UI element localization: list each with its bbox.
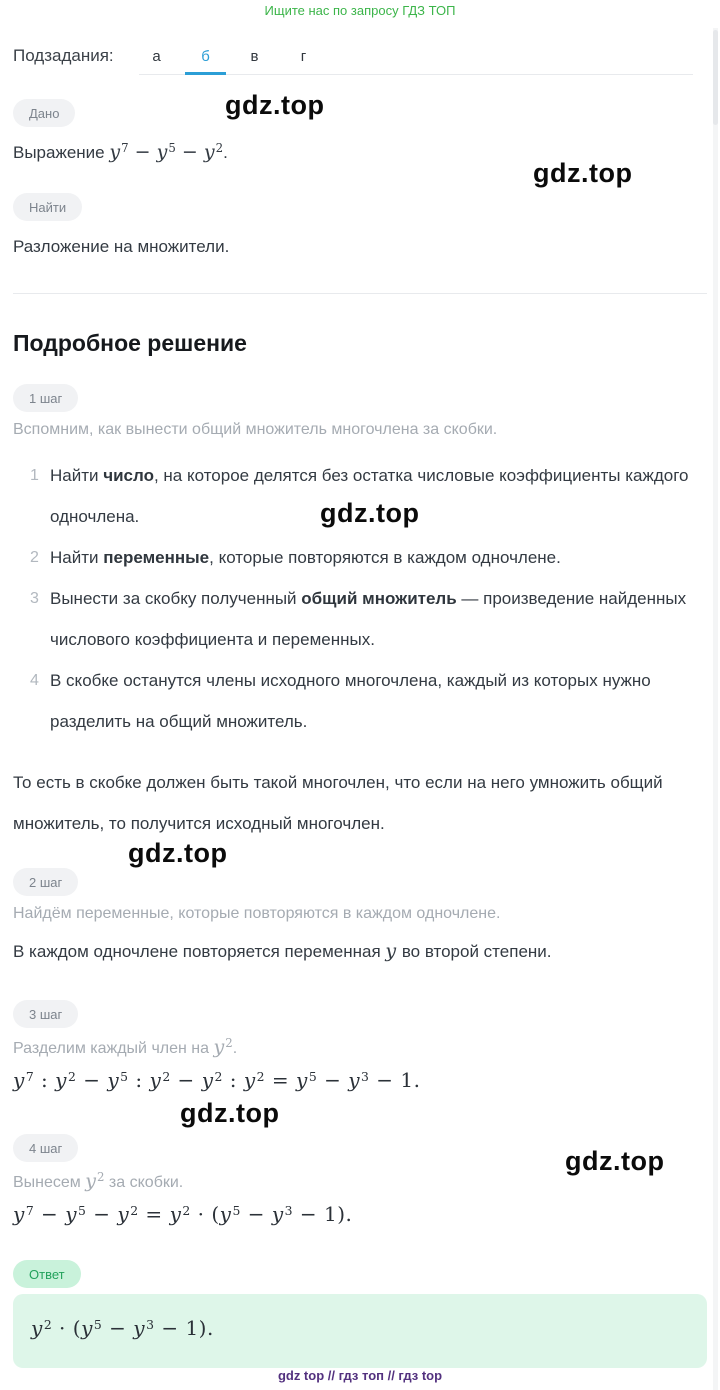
scrollbar-thumb[interactable] [713,30,718,125]
step3-formula: $y^7$ : $y^2 - y^5$ : $y^2 - y^2$ : $y^2 = y^5 - y^3 - 1$. [13,1068,421,1092]
tab-a[interactable]: а [136,41,177,75]
watermark-text: gdz.top [533,158,633,188]
find-text: Разложение на множители. [13,237,230,256]
section-divider [13,293,707,294]
step2-badge: 2 шаг [13,868,78,896]
step1-note: Вспомним, как вынести общий множитель многочлена за скобки. [13,421,498,438]
step4-badge: 4 шаг [13,1134,78,1162]
answer-badge: Ответ [13,1260,81,1288]
tab-g[interactable]: г [283,41,324,75]
step2-result: В каждом одночлене повторяется переменная y во второй степени. [13,940,552,962]
step3-note: Разделим каждый член на $y^2$. [13,1036,238,1058]
watermark-text: gdz.top [128,838,228,868]
step4-note: Вынесем $y^2$ за скобки. [13,1170,184,1192]
rule-item-1: Найти число, на которое делятся без остатка числовые коэффициенты каждого одночлена. [50,466,689,526]
answer-formula: $y^2 \cdot (y^5 - y^3 - 1)$. [31,1316,214,1340]
rule-item-2: Найти переменные, которые повторяются в каждом одночлене. [50,548,561,567]
watermark-text: gdz.top [565,1146,665,1176]
footer-watermark: gdz top // гдз топ // гдз top [277,1368,443,1383]
given-expression: Выражение $y^7 - y^5 - y^2$. [13,141,228,163]
given-badge: Дано [13,99,75,127]
tab-b[interactable]: б [185,41,226,75]
step1-badge: 1 шаг [13,384,78,412]
scrollbar-track[interactable] [713,28,718,1390]
watermark-text: gdz.top [225,90,325,120]
subtask-tabs [136,41,324,75]
watermark-text: gdz.top [180,1098,280,1128]
subtasks-label: Подзадания: [13,46,114,65]
solution-heading: Подробное решение [13,330,247,356]
watermark-text: gdz.top [320,498,420,528]
step2-note: Найдём переменные, которые повторяются в каждом одночлене. [13,905,501,922]
rule-item-4: В скобке останутся члены исходного многочлена, каждый из которых нужно разделить на общий множитель. [50,671,651,731]
promo-link[interactable]: Ищите нас по запросу ГДЗ ТОП [264,3,456,18]
step3-badge: 3 шаг [13,1000,78,1028]
rule-item-3: Вынести за скобку полученный общий множитель — произведение найденных числового коэффициента и переменных. [50,589,687,649]
step4-formula: $y^7 - y^5 - y^2 = y^2 \cdot (y^5 - y^3 - 1)$. [13,1202,353,1226]
find-badge: Найти [13,193,82,221]
tab-v[interactable]: в [234,41,275,75]
answer-box [13,1294,707,1368]
step1-conclusion: То есть в скобке должен быть такой многочлен, что если на него умножить общий множитель, то получится исходный многочлен. [13,773,663,833]
